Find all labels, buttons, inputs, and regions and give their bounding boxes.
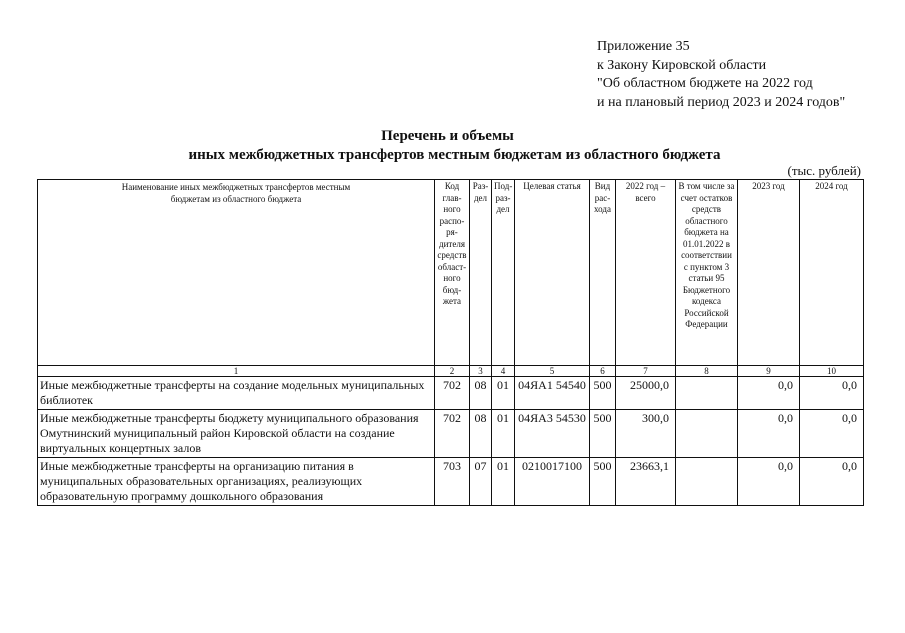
header-row bbox=[38, 180, 864, 366]
header-incl: В том числе за счет остатков средств областного бюджета на 01.01.2022 в соответствии с пунктом 3 статьи 95 Бюджетного кодекса Российской Федерации bbox=[676, 180, 738, 366]
row-code: 702 bbox=[435, 377, 470, 410]
column-numbers-row bbox=[38, 366, 864, 377]
document-title: Перечень и объемы bbox=[381, 128, 514, 144]
row-target: 04ЯА1 54540 bbox=[515, 377, 590, 410]
row-incl bbox=[676, 458, 738, 506]
row-type: 500 bbox=[590, 377, 616, 410]
units-label: (тыс. рублей) bbox=[787, 163, 861, 178]
header-2024: 2024 год bbox=[800, 180, 864, 366]
header-type: Вид рас-хода bbox=[590, 180, 616, 366]
column-number: 9 bbox=[738, 366, 800, 377]
column-number: 7 bbox=[616, 366, 676, 377]
header-target: Целевая статья bbox=[515, 180, 590, 366]
row-section: 08 bbox=[470, 377, 492, 410]
row-2024: 0,0 bbox=[800, 458, 864, 506]
table-row bbox=[38, 410, 864, 458]
row-total-2022: 300,0 bbox=[616, 410, 676, 458]
row-2023: 0,0 bbox=[738, 410, 800, 458]
header-2023: 2023 год bbox=[738, 180, 800, 366]
row-2024: 0,0 bbox=[800, 377, 864, 410]
row-section: 07 bbox=[470, 458, 492, 506]
row-subsection: 01 bbox=[492, 377, 515, 410]
column-number: 6 bbox=[590, 366, 616, 377]
row-target: 0210017100 bbox=[515, 458, 590, 506]
row-type: 500 bbox=[590, 458, 616, 506]
row-code: 702 bbox=[435, 410, 470, 458]
row-incl bbox=[676, 377, 738, 410]
row-total-2022: 23663,1 bbox=[616, 458, 676, 506]
row-type: 500 bbox=[590, 410, 616, 458]
row-target: 04ЯА3 54530 bbox=[515, 410, 590, 458]
appendix-line-1: Приложение 35 bbox=[597, 39, 690, 54]
table-row bbox=[38, 458, 864, 506]
row-2024: 0,0 bbox=[800, 410, 864, 458]
column-number: 1 bbox=[38, 366, 435, 377]
row-name: Иные межбюджетные трансферты на создание модельных муниципальных библиотек bbox=[38, 377, 435, 410]
appendix-line-2: к Закону Кировской области bbox=[597, 57, 767, 73]
row-code: 703 bbox=[435, 458, 470, 506]
column-number: 8 bbox=[676, 366, 738, 377]
row-2023: 0,0 bbox=[738, 377, 800, 410]
table-row bbox=[38, 377, 864, 410]
transfers-table bbox=[37, 179, 864, 506]
document-subtitle: иных межбюджетных трансфертов местным бюджетам из областного бюджета bbox=[188, 147, 721, 163]
header-total-2022: 2022 год – всего bbox=[616, 180, 676, 366]
column-number: 3 bbox=[470, 366, 492, 377]
row-subsection: 01 bbox=[492, 410, 515, 458]
appendix-line-4: и на плановый период 2023 и 2024 годов" bbox=[597, 94, 846, 110]
appendix-line-3: "Об областном бюджете на 2022 год bbox=[597, 76, 813, 91]
column-number: 10 bbox=[800, 366, 864, 377]
appendix-block bbox=[597, 38, 845, 112]
row-subsection: 01 bbox=[492, 458, 515, 506]
row-section: 08 bbox=[470, 410, 492, 458]
row-name: Иные межбюджетные трансферты на организацию питания в муниципальных образовательных организациях, реализующих образовательную программу дошкольного образования bbox=[38, 458, 435, 506]
row-2023: 0,0 bbox=[738, 458, 800, 506]
header-name: Наименование иных межбюджетных трансфертов местным бюджетам из областного бюджета bbox=[38, 180, 435, 366]
row-incl bbox=[676, 410, 738, 458]
column-number: 4 bbox=[492, 366, 515, 377]
header-section: Раз-дел bbox=[470, 180, 492, 366]
column-number: 2 bbox=[435, 366, 470, 377]
header-subsection: Под-раз-дел bbox=[492, 180, 515, 366]
row-total-2022: 25000,0 bbox=[616, 377, 676, 410]
row-name: Иные межбюджетные трансферты бюджету муниципального образования Омутнинский муниципальный район Кировской области на создание виртуальных концертных залов bbox=[38, 410, 435, 458]
header-code: Код глав-ного распо-ря-дителя средств област-ного бюд-жета bbox=[435, 180, 470, 366]
column-number: 5 bbox=[515, 366, 590, 377]
